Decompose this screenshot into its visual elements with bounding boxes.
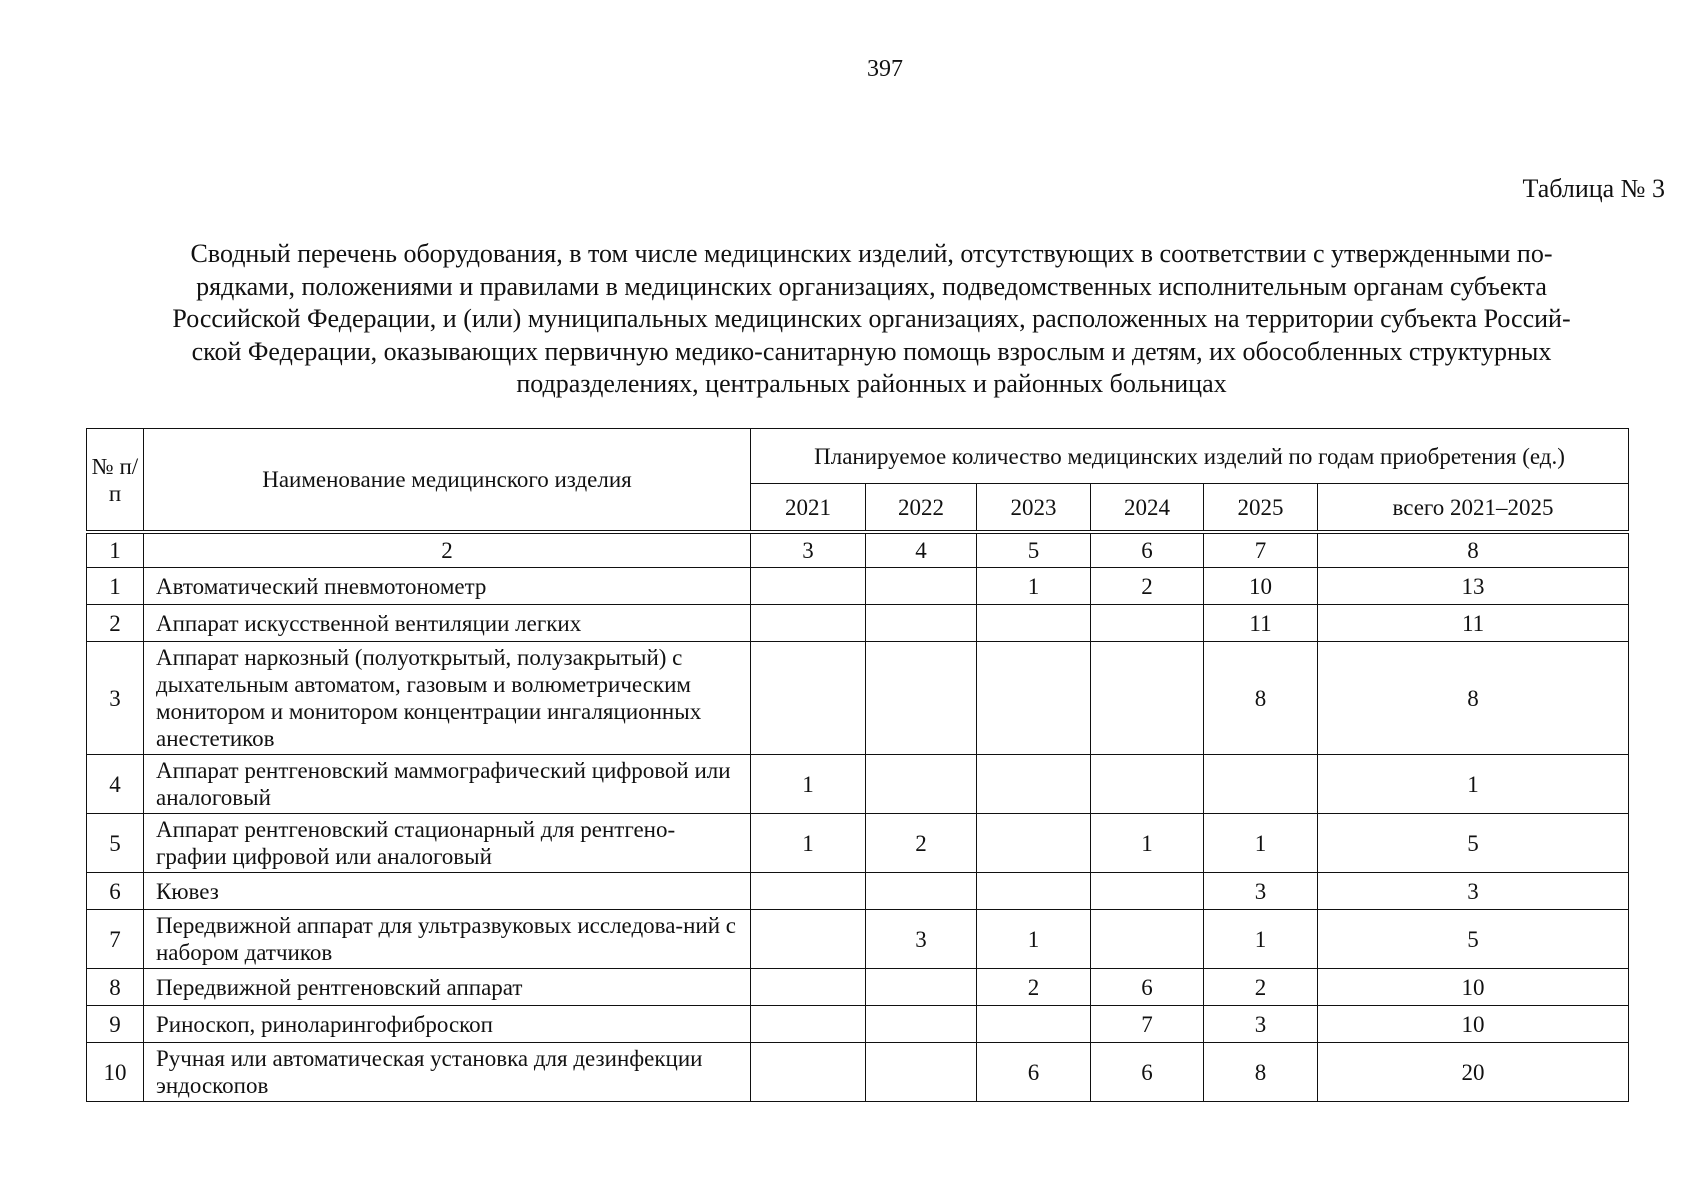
row-num: 5 [87, 814, 144, 873]
cell-total: 13 [1318, 568, 1629, 605]
cell-2024 [1091, 910, 1204, 969]
column-number: 6 [1091, 532, 1204, 568]
cell-2022 [866, 1043, 977, 1102]
cell-2022 [866, 568, 977, 605]
row-name: Ручная или автоматическая установка для дезинфекции эндоскопов [144, 1043, 751, 1102]
column-number: 8 [1318, 532, 1629, 568]
row-name: Аппарат рентгеновский стационарный для рентгено-графии цифровой или аналоговый [144, 814, 751, 873]
cell-2025: 8 [1204, 1043, 1318, 1102]
cell-2024: 6 [1091, 1043, 1204, 1102]
cell-total: 11 [1318, 605, 1629, 642]
cell-2021 [751, 568, 866, 605]
column-number: 2 [144, 532, 751, 568]
cell-2023: 2 [977, 969, 1091, 1006]
cell-2025: 8 [1204, 642, 1318, 755]
row-name: Автоматический пневмотонометр [144, 568, 751, 605]
cell-total: 1 [1318, 755, 1629, 814]
cell-2025 [1204, 755, 1318, 814]
cell-2024: 6 [1091, 969, 1204, 1006]
cell-2024: 2 [1091, 568, 1204, 605]
table-row [87, 1006, 1629, 1043]
cell-2023: 6 [977, 1043, 1091, 1102]
row-num: 10 [87, 1043, 144, 1102]
header-planned: Планируемое количество медицинских изделий по годам приобретения (ед.) [751, 429, 1629, 484]
row-num: 2 [87, 605, 144, 642]
row-name: Передвижной рентгеновский аппарат [144, 969, 751, 1006]
cell-2025: 1 [1204, 814, 1318, 873]
cell-total: 8 [1318, 642, 1629, 755]
title-line: Российской Федерации, и (или) муниципальных медицинских организациях, расположенных на территории субъекта Россий- [172, 304, 1571, 333]
column-number: 7 [1204, 532, 1318, 568]
header-name: Наименование медицинского изделия [144, 429, 751, 533]
row-name: Аппарат искусственной вентиляции легких [144, 605, 751, 642]
cell-2022 [866, 755, 977, 814]
cell-2024 [1091, 605, 1204, 642]
cell-2025: 2 [1204, 969, 1318, 1006]
row-num: 6 [87, 873, 144, 910]
table-row [87, 642, 1629, 755]
column-number: 1 [87, 532, 144, 568]
table-row [87, 969, 1629, 1006]
cell-2023: 1 [977, 568, 1091, 605]
row-num: 8 [87, 969, 144, 1006]
column-number-row [87, 532, 1629, 568]
header-year: 2025 [1204, 484, 1318, 533]
row-name: Аппарат наркозный (полуоткрытый, полузакрытый) с дыхательным автоматом, газовым и волюметрическим монитором и монитором концентрации ингаляционных анестетиков [144, 642, 751, 755]
cell-2023 [977, 605, 1091, 642]
cell-2021 [751, 910, 866, 969]
cell-2021 [751, 969, 866, 1006]
row-name: Риноскоп, риноларингофиброскоп [144, 1006, 751, 1043]
title-line: подразделениях, центральных районных и районных больницах [516, 369, 1227, 398]
cell-2021 [751, 1006, 866, 1043]
row-num: 1 [87, 568, 144, 605]
header-total: всего 2021–2025 [1318, 484, 1629, 533]
cell-2022 [866, 1006, 977, 1043]
title-line: рядками, положениями и правилами в медицинских организациях, подведомственных исполнительным органам субъекта [196, 271, 1547, 301]
column-number: 5 [977, 532, 1091, 568]
cell-2022 [866, 605, 977, 642]
table-row [87, 605, 1629, 642]
cell-2023 [977, 642, 1091, 755]
table-row [87, 910, 1629, 969]
cell-2021 [751, 1043, 866, 1102]
title-line: Сводный перечень оборудования, в том числе медицинских изделий, отсутствующих в соответствии с утвержденными по- [190, 239, 1553, 268]
cell-2023 [977, 814, 1091, 873]
cell-2021 [751, 873, 866, 910]
table-label: Таблица № 3 [1522, 174, 1665, 203]
row-name: Аппарат рентгеновский маммографический цифровой или аналоговый [144, 755, 751, 814]
table-row [87, 873, 1629, 910]
cell-2021 [751, 605, 866, 642]
cell-2025: 3 [1204, 1006, 1318, 1043]
cell-2022 [866, 873, 977, 910]
row-name: Передвижной аппарат для ультразвуковых исследова-ний с набором датчиков [144, 910, 751, 969]
row-num: 7 [87, 910, 144, 969]
row-name: Кювез [144, 873, 751, 910]
cell-2025: 10 [1204, 568, 1318, 605]
cell-2024: 7 [1091, 1006, 1204, 1043]
cell-2023 [977, 755, 1091, 814]
cell-total: 5 [1318, 814, 1629, 873]
cell-2024 [1091, 642, 1204, 755]
header-year: 2024 [1091, 484, 1204, 533]
cell-2022 [866, 969, 977, 1006]
cell-2022: 3 [866, 910, 977, 969]
cell-total: 10 [1318, 1006, 1629, 1043]
table-row [87, 568, 1629, 605]
equipment-table [86, 428, 1629, 1102]
table-row [87, 814, 1629, 873]
cell-total: 5 [1318, 910, 1629, 969]
cell-2022: 2 [866, 814, 977, 873]
row-num: 9 [87, 1006, 144, 1043]
cell-2021 [751, 642, 866, 755]
column-number: 3 [751, 532, 866, 568]
cell-2025: 11 [1204, 605, 1318, 642]
cell-2025: 1 [1204, 910, 1318, 969]
cell-2024 [1091, 873, 1204, 910]
cell-total: 10 [1318, 969, 1629, 1006]
cell-total: 20 [1318, 1043, 1629, 1102]
cell-2021: 1 [751, 755, 866, 814]
header-num: № п/п [87, 429, 144, 533]
cell-2022 [866, 642, 977, 755]
header-year: 2022 [866, 484, 977, 533]
header-year: 2023 [977, 484, 1091, 533]
table-row [87, 755, 1629, 814]
table-row [87, 1043, 1629, 1102]
header-row [87, 429, 1629, 484]
cell-2023 [977, 873, 1091, 910]
cell-2024 [1091, 755, 1204, 814]
row-num: 4 [87, 755, 144, 814]
cell-2023: 1 [977, 910, 1091, 969]
page-number: 397 [867, 56, 903, 82]
column-number: 4 [866, 532, 977, 568]
cell-2025: 3 [1204, 873, 1318, 910]
cell-2024: 1 [1091, 814, 1204, 873]
cell-2023 [977, 1006, 1091, 1043]
table-title [104, 238, 1639, 401]
cell-total: 3 [1318, 873, 1629, 910]
row-num: 3 [87, 642, 144, 755]
cell-2021: 1 [751, 814, 866, 873]
title-line: ской Федерации, оказывающих первичную медико-санитарную помощь взрослым и детям, их обособленных структурных [191, 336, 1552, 366]
header-year: 2021 [751, 484, 866, 533]
